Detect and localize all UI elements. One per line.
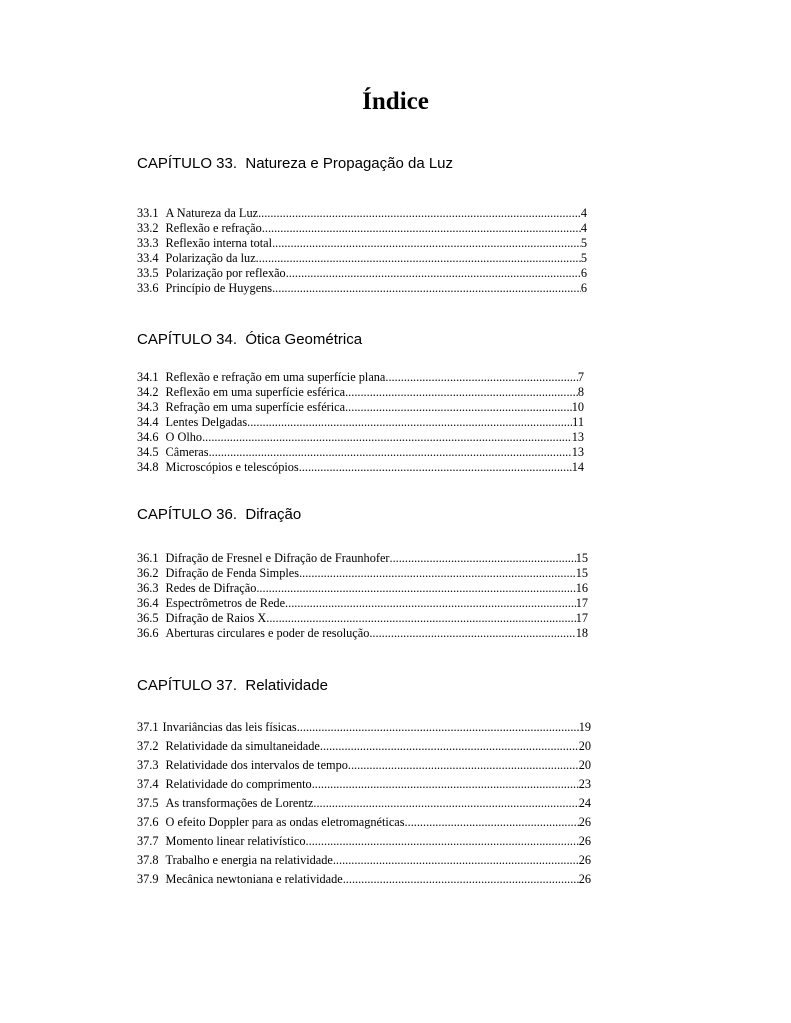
entry-label: Princípio de Huygens <box>165 281 273 295</box>
entry-page: 5 <box>580 251 587 265</box>
chapter-36 <box>137 505 588 641</box>
entry-number: 33.6 <box>137 281 159 295</box>
entry-page: 13 <box>571 445 584 459</box>
entry-label: Câmeras <box>165 445 209 459</box>
toc-entry[interactable] <box>137 870 591 889</box>
entry-number: 37.5 <box>137 796 159 810</box>
entry-label: Microscópios e telescópios <box>165 460 299 474</box>
entry-number: 36.5 <box>137 611 159 625</box>
toc-entry[interactable] <box>137 756 591 775</box>
toc-entry[interactable] <box>137 596 588 611</box>
entry-page: 16 <box>575 581 588 595</box>
entry-label: Momento linear relativístico <box>165 834 306 848</box>
toc-entry[interactable] <box>137 236 587 251</box>
entry-page: 4 <box>580 221 587 235</box>
entry-page: 6 <box>580 281 587 295</box>
entry-label: Mecânica newtoniana e relatividade <box>165 872 343 886</box>
toc-entry[interactable] <box>137 551 588 566</box>
entry-label: Polarização por reflexão <box>165 266 286 280</box>
entry-page: 10 <box>571 400 584 414</box>
entry-number: 34.1 <box>137 370 159 384</box>
entry-page: 15 <box>575 566 588 580</box>
entry-label: Reflexão e refração <box>165 221 262 235</box>
entry-label: Redes de Difração <box>165 581 257 595</box>
entry-number: 37.1 <box>137 720 159 734</box>
entry-label: Invariâncias das leis físicas <box>162 720 297 734</box>
entry-number: 37.2 <box>137 739 159 753</box>
entry-number: 36.2 <box>137 566 159 580</box>
toc-entry[interactable] <box>137 851 591 870</box>
entry-number: 34.8 <box>137 460 159 474</box>
toc-entry[interactable] <box>137 385 584 400</box>
toc-entry[interactable] <box>137 794 591 813</box>
entry-number: 36.3 <box>137 581 159 595</box>
entry-number: 33.3 <box>137 236 159 250</box>
entry-label: Aberturas circulares e poder de resolução <box>165 626 370 640</box>
entry-label: As transformações de Lorentz <box>165 796 314 810</box>
chapter-title: CAPÍTULO 37. Relatividade <box>137 677 328 694</box>
entry-label: Polarização da luz <box>165 251 256 265</box>
entry-label: Relatividade dos intervalos de tempo <box>165 758 348 772</box>
page-title: Índice <box>362 88 429 115</box>
toc-entry[interactable] <box>137 370 584 385</box>
entry-page: 14 <box>571 460 584 474</box>
entry-label: O efeito Doppler para as ondas eletromagnéticas <box>165 815 405 829</box>
entry-number: 37.7 <box>137 834 159 848</box>
entry-label: Reflexão em uma superfície esférica <box>165 385 346 399</box>
toc-entry[interactable] <box>137 415 584 430</box>
entry-number: 37.3 <box>137 758 159 772</box>
entry-label: Relatividade do comprimento <box>165 777 312 791</box>
toc-entry[interactable] <box>137 813 591 832</box>
entry-label: Trabalho e energia na relatividade <box>165 853 333 867</box>
entry-page: 8 <box>577 385 584 399</box>
toc-entry[interactable] <box>137 460 584 475</box>
entry-number: 37.9 <box>137 872 159 886</box>
entry-number: 33.2 <box>137 221 159 235</box>
entry-page: 7 <box>577 370 584 384</box>
entry-label: Reflexão e refração em uma superfície plana <box>165 370 386 384</box>
entry-number: 33.1 <box>137 206 159 220</box>
entry-page: 19 <box>578 720 591 734</box>
entry-label: Relatividade da simultaneidade <box>165 739 320 753</box>
entry-page: 24 <box>578 796 591 810</box>
entry-number: 36.4 <box>137 596 159 610</box>
chapter-33 <box>137 154 587 296</box>
entry-page: 6 <box>580 266 587 280</box>
entry-number: 37.8 <box>137 853 159 867</box>
entry-number: 36.6 <box>137 626 159 640</box>
toc-entry[interactable] <box>137 251 587 266</box>
entry-label: A Natureza da Luz <box>165 206 259 220</box>
entry-label: Reflexão interna total <box>165 236 273 250</box>
entry-label: Lentes Delgadas <box>165 415 248 429</box>
entry-page: 17 <box>575 596 588 610</box>
entry-page: 11 <box>572 415 584 429</box>
entry-number: 33.5 <box>137 266 159 280</box>
toc-entry[interactable] <box>137 281 587 296</box>
toc-entry[interactable] <box>137 221 587 236</box>
entry-number: 37.6 <box>137 815 159 829</box>
toc-entry[interactable] <box>137 775 591 794</box>
toc-entry[interactable] <box>137 832 591 851</box>
toc-entry[interactable] <box>137 566 588 581</box>
entry-page: 17 <box>575 611 588 625</box>
entry-page: 26 <box>578 872 591 886</box>
entry-page: 23 <box>578 777 591 791</box>
toc-entry[interactable] <box>137 581 588 596</box>
entry-page: 13 <box>571 430 584 444</box>
chapter-34 <box>137 330 584 475</box>
entry-page: 26 <box>578 815 591 829</box>
entry-number: 37.4 <box>137 777 159 791</box>
toc-entry[interactable] <box>137 445 584 460</box>
entry-number: 34.3 <box>137 400 159 414</box>
toc-entry[interactable] <box>137 206 587 221</box>
entry-page: 26 <box>578 853 591 867</box>
entry-page: 18 <box>575 626 588 640</box>
chapter-title: CAPÍTULO 36. Difração <box>137 506 302 523</box>
entry-page: 5 <box>580 236 587 250</box>
entry-label: Difração de Fenda Simples <box>165 566 300 580</box>
entry-page: 15 <box>575 551 588 565</box>
toc-entry[interactable] <box>137 737 591 756</box>
entry-page: 20 <box>578 739 591 753</box>
toc-entry[interactable] <box>137 718 591 737</box>
entry-number: 34.4 <box>137 415 159 429</box>
toc-entry[interactable] <box>137 611 588 626</box>
toc-entry[interactable] <box>137 626 588 641</box>
chapter-title: CAPÍTULO 33. Natureza e Propagação da Luz <box>137 155 454 172</box>
toc-entry[interactable] <box>137 430 584 445</box>
entry-number: 36.1 <box>137 551 159 565</box>
entry-page: 20 <box>578 758 591 772</box>
entry-label: Difração de Raios X <box>165 611 267 625</box>
entry-number: 33.4 <box>137 251 159 265</box>
toc-entry[interactable] <box>137 266 587 281</box>
entry-label: O Olho <box>165 430 203 444</box>
chapter-37 <box>137 676 591 889</box>
entry-number: 34.6 <box>137 430 159 444</box>
toc-entry[interactable] <box>137 400 584 415</box>
entry-number: 34.5 <box>137 445 159 459</box>
entry-number: 34.2 <box>137 385 159 399</box>
entry-label: Refração em uma superfície esférica <box>165 400 346 414</box>
chapter-title: CAPÍTULO 34. Ótica Geométrica <box>137 331 363 348</box>
entry-page: 4 <box>580 206 587 220</box>
entry-page: 26 <box>578 834 591 848</box>
entry-label: Difração de Fresnel e Difração de Fraunhofer <box>165 551 390 565</box>
entry-label: Espectrômetros de Rede <box>165 596 286 610</box>
